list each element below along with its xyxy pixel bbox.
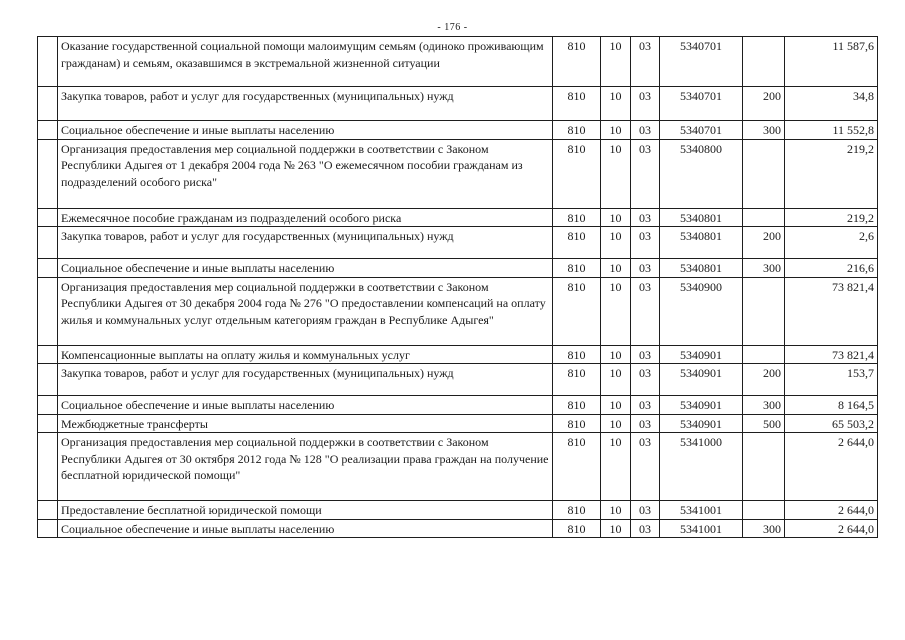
amount-cell: 8 164,5 xyxy=(785,396,878,415)
row-name-cell: Закупка товаров, работ и услуг для государственных (муниципальных) нужд xyxy=(58,227,553,259)
section-code-cell: 10 xyxy=(601,208,631,227)
target-article-cell: 5340801 xyxy=(660,227,743,259)
subsection-code-cell: 03 xyxy=(631,208,660,227)
row-name-cell: Социальное обеспечение и иные выплаты населению xyxy=(58,396,553,415)
target-article-cell: 5340901 xyxy=(660,364,743,396)
table-row xyxy=(38,501,878,520)
row-margin-cell xyxy=(38,139,58,208)
table-row xyxy=(38,345,878,364)
ved-code-cell: 810 xyxy=(553,519,601,538)
section-code-cell: 10 xyxy=(601,501,631,520)
subsection-code-cell: 03 xyxy=(631,37,660,87)
expense-type-cell xyxy=(743,277,785,345)
table-row xyxy=(38,277,878,345)
ved-code-cell: 810 xyxy=(553,364,601,396)
row-name-cell: Предоставление бесплатной юридической помощи xyxy=(58,501,553,520)
amount-cell: 2,6 xyxy=(785,227,878,259)
ved-code-cell: 810 xyxy=(553,345,601,364)
row-margin-cell xyxy=(38,396,58,415)
target-article-cell: 5341001 xyxy=(660,519,743,538)
section-code-cell: 10 xyxy=(601,87,631,121)
row-margin-cell xyxy=(38,345,58,364)
row-margin-cell xyxy=(38,208,58,227)
row-name-cell: Закупка товаров, работ и услуг для государственных (муниципальных) нужд xyxy=(58,364,553,396)
ved-code-cell: 810 xyxy=(553,501,601,520)
section-code-cell: 10 xyxy=(601,345,631,364)
budget-table-body xyxy=(38,37,878,538)
section-code-cell: 10 xyxy=(601,519,631,538)
row-margin-cell xyxy=(38,87,58,121)
expense-type-cell xyxy=(743,208,785,227)
row-name-cell: Организация предоставления мер социальной поддержки в соответствии с Законом Республики Адыгея от 1 декабря 2004 года № 263 "О ежемесячном пособии гражданам из подразделений особого риска" xyxy=(58,139,553,208)
expense-type-cell: 300 xyxy=(743,259,785,278)
section-code-cell: 10 xyxy=(601,433,631,501)
section-code-cell: 10 xyxy=(601,37,631,87)
amount-cell: 219,2 xyxy=(785,208,878,227)
expense-type-cell: 200 xyxy=(743,87,785,121)
target-article-cell: 5340701 xyxy=(660,37,743,87)
target-article-cell: 5340701 xyxy=(660,87,743,121)
ved-code-cell: 810 xyxy=(553,208,601,227)
subsection-code-cell: 03 xyxy=(631,139,660,208)
page-number: - 176 - xyxy=(437,22,468,33)
subsection-code-cell: 03 xyxy=(631,345,660,364)
subsection-code-cell: 03 xyxy=(631,277,660,345)
subsection-code-cell: 03 xyxy=(631,501,660,520)
expense-type-cell: 200 xyxy=(743,364,785,396)
target-article-cell: 5340901 xyxy=(660,396,743,415)
row-margin-cell xyxy=(38,433,58,501)
subsection-code-cell: 03 xyxy=(631,396,660,415)
table-row xyxy=(38,208,878,227)
ved-code-cell: 810 xyxy=(553,396,601,415)
amount-cell: 65 503,2 xyxy=(785,414,878,433)
expense-type-cell xyxy=(743,37,785,87)
target-article-cell: 5340801 xyxy=(660,208,743,227)
expense-type-cell xyxy=(743,345,785,364)
table-row xyxy=(38,519,878,538)
row-margin-cell xyxy=(38,414,58,433)
table-row xyxy=(38,139,878,208)
row-margin-cell xyxy=(38,277,58,345)
ved-code-cell: 810 xyxy=(553,227,601,259)
expense-type-cell: 300 xyxy=(743,121,785,140)
row-margin-cell xyxy=(38,121,58,140)
amount-cell: 73 821,4 xyxy=(785,277,878,345)
ved-code-cell: 810 xyxy=(553,414,601,433)
subsection-code-cell: 03 xyxy=(631,414,660,433)
amount-cell: 2 644,0 xyxy=(785,501,878,520)
row-margin-cell xyxy=(38,519,58,538)
row-name-cell: Оказание государственной социальной помощи малоимущим семьям (одиноко проживающим гражданам) и семьям, оказавшимся в экстремальной жизненной ситуации xyxy=(58,37,553,87)
expense-type-cell: 300 xyxy=(743,396,785,415)
expense-type-cell xyxy=(743,501,785,520)
expense-type-cell xyxy=(743,433,785,501)
row-margin-cell xyxy=(38,37,58,87)
ved-code-cell: 810 xyxy=(553,277,601,345)
budget-table xyxy=(37,36,878,538)
row-name-cell: Социальное обеспечение и иные выплаты населению xyxy=(58,259,553,278)
ved-code-cell: 810 xyxy=(553,139,601,208)
table-row xyxy=(38,364,878,396)
table-row xyxy=(38,121,878,140)
row-name-cell: Закупка товаров, работ и услуг для государственных (муниципальных) нужд xyxy=(58,87,553,121)
table-row xyxy=(38,87,878,121)
subsection-code-cell: 03 xyxy=(631,519,660,538)
amount-cell: 2 644,0 xyxy=(785,519,878,538)
section-code-cell: 10 xyxy=(601,364,631,396)
row-margin-cell xyxy=(38,227,58,259)
amount-cell: 11 552,8 xyxy=(785,121,878,140)
subsection-code-cell: 03 xyxy=(631,433,660,501)
target-article-cell: 5340900 xyxy=(660,277,743,345)
target-article-cell: 5340901 xyxy=(660,414,743,433)
expense-type-cell: 500 xyxy=(743,414,785,433)
amount-cell: 2 644,0 xyxy=(785,433,878,501)
ved-code-cell: 810 xyxy=(553,87,601,121)
section-code-cell: 10 xyxy=(601,121,631,140)
row-name-cell: Организация предоставления мер социальной поддержки в соответствии с Законом Республики Адыгея от 30 октября 2012 года № 128 "О реализации права граждан на получение бесплатной юридической помощи" xyxy=(58,433,553,501)
amount-cell: 216,6 xyxy=(785,259,878,278)
row-name-cell: Социальное обеспечение и иные выплаты населению xyxy=(58,519,553,538)
row-margin-cell xyxy=(38,364,58,396)
subsection-code-cell: 03 xyxy=(631,121,660,140)
section-code-cell: 10 xyxy=(601,277,631,345)
row-margin-cell xyxy=(38,259,58,278)
target-article-cell: 5340801 xyxy=(660,259,743,278)
table-row xyxy=(38,414,878,433)
target-article-cell: 5340701 xyxy=(660,121,743,140)
table-row xyxy=(38,396,878,415)
target-article-cell: 5340901 xyxy=(660,345,743,364)
ved-code-cell: 810 xyxy=(553,37,601,87)
table-row xyxy=(38,259,878,278)
row-name-cell: Социальное обеспечение и иные выплаты населению xyxy=(58,121,553,140)
target-article-cell: 5340800 xyxy=(660,139,743,208)
expense-type-cell xyxy=(743,139,785,208)
row-name-cell: Компенсационные выплаты на оплату жилья и коммунальных услуг xyxy=(58,345,553,364)
amount-cell: 11 587,6 xyxy=(785,37,878,87)
table-row xyxy=(38,227,878,259)
row-name-cell: Организация предоставления мер социальной поддержки в соответствии с Законом Республики Адыгея от 30 декабря 2004 года № 276 "О предоставлении компенсаций на оплату жилья и коммунальных услуг отдельным категориям граждан в Республике Адыгея" xyxy=(58,277,553,345)
target-article-cell: 5341001 xyxy=(660,501,743,520)
row-name-cell: Межбюджетные трансферты xyxy=(58,414,553,433)
section-code-cell: 10 xyxy=(601,259,631,278)
row-name-cell: Ежемесячное пособие гражданам из подразделений особого риска xyxy=(58,208,553,227)
subsection-code-cell: 03 xyxy=(631,227,660,259)
table-row xyxy=(38,37,878,87)
ved-code-cell: 810 xyxy=(553,121,601,140)
subsection-code-cell: 03 xyxy=(631,364,660,396)
amount-cell: 73 821,4 xyxy=(785,345,878,364)
section-code-cell: 10 xyxy=(601,396,631,415)
section-code-cell: 10 xyxy=(601,414,631,433)
ved-code-cell: 810 xyxy=(553,259,601,278)
ved-code-cell: 810 xyxy=(553,433,601,501)
expense-type-cell: 200 xyxy=(743,227,785,259)
subsection-code-cell: 03 xyxy=(631,87,660,121)
row-margin-cell xyxy=(38,501,58,520)
table-row xyxy=(38,433,878,501)
expense-type-cell: 300 xyxy=(743,519,785,538)
amount-cell: 153,7 xyxy=(785,364,878,396)
section-code-cell: 10 xyxy=(601,139,631,208)
amount-cell: 219,2 xyxy=(785,139,878,208)
section-code-cell: 10 xyxy=(601,227,631,259)
target-article-cell: 5341000 xyxy=(660,433,743,501)
subsection-code-cell: 03 xyxy=(631,259,660,278)
amount-cell: 34,8 xyxy=(785,87,878,121)
